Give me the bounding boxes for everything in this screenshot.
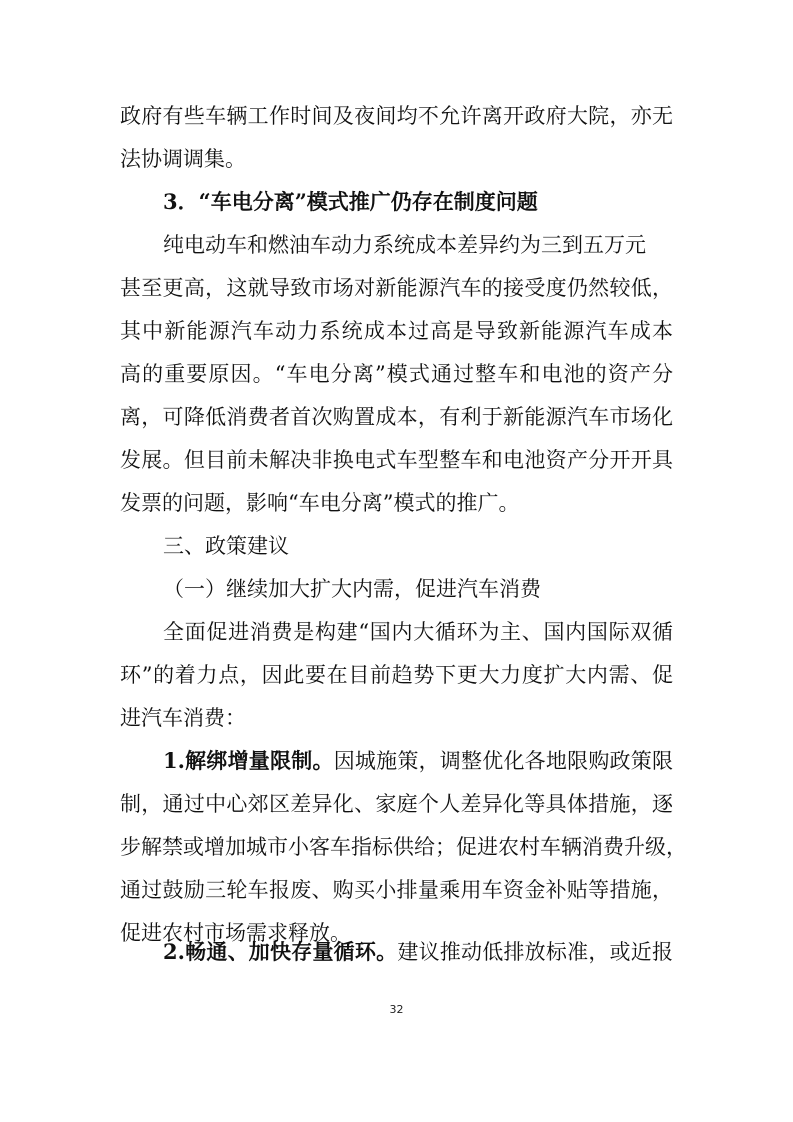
paragraph-text: 建议推动低排放标准，或近报 bbox=[397, 940, 673, 964]
paragraph-line: 甚至更高，这就导致市场对新能源汽车的接受度仍然较低， bbox=[120, 276, 673, 300]
paragraph-line: 促进农村市场需求释放。 bbox=[120, 921, 351, 945]
paragraph-line: 政府有些车辆工作时间及夜间均不允许离开政府大院，亦无 bbox=[120, 104, 673, 128]
paragraph-line: 离，可降低消费者首次购置成本，有利于新能源汽车市场化 bbox=[120, 405, 673, 429]
paragraph-line bbox=[163, 932, 673, 972]
paragraph-line: 通过鼓励三轮车报废、购买小排量乘用车资金补贴等措施， bbox=[120, 878, 673, 902]
paragraph-line: 纯电动车和燃油车动力系统成本差异约为三到五万元 bbox=[163, 233, 646, 257]
paragraph-line: 制，通过中心郊区差异化、家庭个人差异化等具体措施，逐 bbox=[120, 792, 673, 816]
paragraph-line: 发展。但目前未解决非换电式车型整车和电池资产分开开具 bbox=[120, 448, 673, 472]
subheading: 3．“车电分离”模式推广仍存在制度问题 bbox=[163, 189, 538, 214]
paragraph-line: 步解禁或增加城市小客车指标供给；促进农村车辆消费升级， bbox=[120, 835, 687, 859]
paragraph-text: 因城施策，调整优化各地限购政策限 bbox=[333, 749, 673, 773]
paragraph-line: 发票的问题，影响“车电分离”模式的推广。 bbox=[120, 491, 520, 515]
section-title: 三、政策建议 bbox=[163, 534, 289, 558]
paragraph-line: 其中新能源汽车动力系统成本过高是导致新能源汽车成本 bbox=[120, 319, 673, 343]
paragraph-line: 高的重要原因。“车电分离”模式通过整车和电池的资产分 bbox=[120, 362, 673, 386]
subsection-title: （一）继续加大扩大内需，促进汽车消费 bbox=[163, 577, 541, 601]
paragraph-line: 法协调调集。 bbox=[120, 147, 246, 171]
page-number: 32 bbox=[389, 1003, 404, 1016]
bold-lead: 1.解绑增量限制。 bbox=[163, 748, 334, 773]
paragraph-line: 全面促进消费是构建“国内大循环为主、国内国际双循 bbox=[163, 620, 673, 644]
bold-lead: 2.畅通、加快存量循环。 bbox=[163, 939, 398, 964]
paragraph-line: 进汽车消费： bbox=[120, 706, 246, 730]
paragraph-line: 环”的着力点，因此要在目前趋势下更大力度扩大内需、促 bbox=[120, 663, 673, 687]
paragraph-line bbox=[163, 741, 673, 781]
